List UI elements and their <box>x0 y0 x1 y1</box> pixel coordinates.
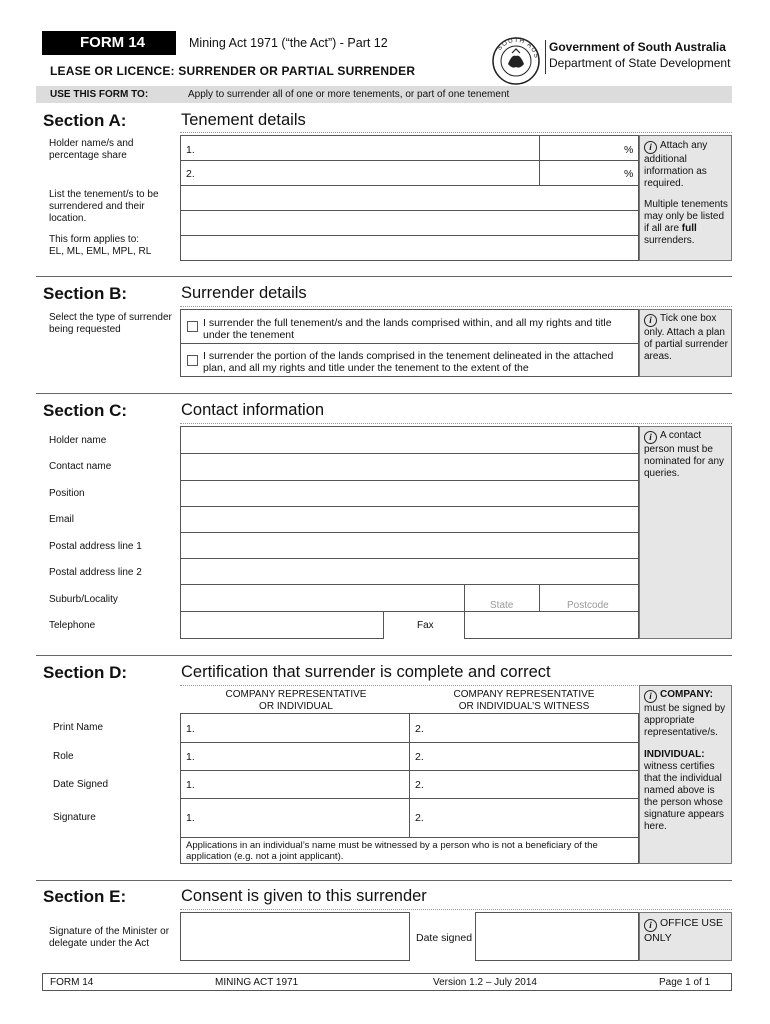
section-b-bottom-rule <box>36 393 732 394</box>
full-surrender-checkbox[interactable] <box>187 321 198 332</box>
contact-name-input[interactable] <box>180 453 639 481</box>
section-d-info-company: i COMPANY: must be signed by appropriate representative/s. <box>644 689 726 738</box>
section-e-label: Section E: <box>43 887 127 906</box>
suburb-label: Suburb/Locality <box>49 594 118 605</box>
form-number-badge: FORM 14 <box>42 31 176 55</box>
applies-to-label: This form applies to: <box>49 234 140 245</box>
date-signed-num-1: 1. <box>186 779 195 791</box>
col1-header: COMPANY REPRESENTATIVE OR INDIVIDUAL <box>225 689 367 712</box>
office-use-only: i OFFICE USE ONLY <box>644 917 724 944</box>
role-num-1: 1. <box>186 751 195 763</box>
use-form-label: USE THIS FORM TO: <box>50 89 149 100</box>
info-icon: i <box>644 141 657 154</box>
contact-name-label: Contact name <box>49 461 112 472</box>
tenement-list-field-1[interactable] <box>180 185 639 211</box>
role-num-2: 2. <box>415 751 424 763</box>
section-b-title: Surrender details <box>181 284 307 302</box>
section-e-rule <box>180 909 732 910</box>
logo-divider <box>545 40 546 74</box>
email-label: Email <box>49 514 75 525</box>
postcode-label: Postcode <box>567 600 609 611</box>
holder-row-2-pct: % <box>624 168 634 180</box>
partial-surrender-text: I surrender the portion of the lands comprised in the tenement delineated in the attached plan, and all my rights and title under the tenement to the extent of the <box>203 350 614 374</box>
section-a-rule <box>180 132 732 133</box>
info-icon: i <box>644 314 657 327</box>
fax-input[interactable] <box>464 611 639 639</box>
consent-date-label: Date signed <box>416 932 473 944</box>
info-icon: i <box>644 431 657 444</box>
section-c-bottom-rule <box>36 655 732 656</box>
section-c-title: Contact information <box>181 401 325 419</box>
holder-name-input[interactable] <box>180 426 639 454</box>
section-a-label: Section A: <box>43 111 127 130</box>
signature-input-2[interactable] <box>409 798 639 838</box>
section-c-label: Section C: <box>43 401 128 420</box>
section-d-bottom-rule <box>36 880 732 881</box>
section-a-bottom-rule <box>36 276 732 277</box>
section-a-info-1: i Attach any additional information as required. <box>644 140 708 189</box>
section-b-rule <box>180 306 732 307</box>
postal-address-2-label: Postal address line 2 <box>49 567 142 578</box>
print-name-label: Print Name <box>53 722 104 733</box>
print-name-num-2: 2. <box>415 723 424 735</box>
section-a-info-2: Multiple tenements may only be listed if all are full surrenders. <box>644 199 728 246</box>
section-b-label: Section B: <box>43 284 128 303</box>
surrender-type-label: Select the type of surrender being requested <box>49 312 172 335</box>
date-signed-label: Date Signed <box>53 779 109 790</box>
holder-row-2-number: 2. <box>186 168 195 180</box>
print-name-input-2[interactable] <box>409 713 639 743</box>
tenement-list-field-3[interactable] <box>180 235 639 261</box>
section-b-info: i Tick one box only. Attach a plan of partial surrender areas. <box>644 313 728 362</box>
role-label: Role <box>53 751 74 762</box>
holder-name-label: Holder name <box>49 435 107 446</box>
applies-to-types: EL, ML, EML, MPL, RL <box>49 246 152 257</box>
telephone-label: Telephone <box>49 620 96 631</box>
holder-name-field-1[interactable] <box>180 135 540 161</box>
act-title: Mining Act 1971 (“the Act”) - Part 12 <box>189 36 388 50</box>
role-input-2[interactable] <box>409 742 639 771</box>
footer-page: Page 1 of 1 <box>659 977 711 988</box>
telephone-input[interactable] <box>180 611 384 639</box>
holder-name-field-2[interactable] <box>180 160 540 186</box>
position-input[interactable] <box>180 480 639 507</box>
date-signed-input-1[interactable] <box>180 770 410 799</box>
section-d-info-individual: INDIVIDUAL: witness certifies that the individual named above is the person whose signature appears here. <box>644 749 725 832</box>
section-e-title: Consent is given to this surrender <box>181 887 427 905</box>
date-signed-num-2: 2. <box>415 779 424 791</box>
section-d-title: Certification that surrender is complete and correct <box>181 663 551 681</box>
section-c-rule <box>180 423 732 424</box>
holder-row-1-pct: % <box>624 144 634 156</box>
position-label: Position <box>49 488 85 499</box>
postal-address-2-input[interactable] <box>180 558 639 585</box>
section-a-title: Tenement details <box>181 111 306 129</box>
holder-share-label: Holder name/s and percentage share <box>49 138 134 161</box>
tenement-list-field-2[interactable] <box>180 210 639 236</box>
role-input-1[interactable] <box>180 742 410 771</box>
section-d-label: Section D: <box>43 663 128 682</box>
info-icon: i <box>644 690 657 703</box>
witness-note: Applications in an individual’s name must be witnessed by a person who is not a beneficiary of the application (e.g. not a joint applicant). <box>186 840 598 862</box>
footer-bar <box>42 973 732 991</box>
suburb-input[interactable] <box>180 584 465 612</box>
department-name: Department of State Development <box>549 56 731 70</box>
partial-surrender-checkbox[interactable] <box>187 355 198 366</box>
minister-signature-input[interactable] <box>180 912 410 961</box>
minister-signature-label: Signature of the Minister or delegate under the Act <box>49 926 170 949</box>
print-name-input-1[interactable] <box>180 713 410 743</box>
government-name: Government of South Australia <box>549 40 726 54</box>
tenement-list-label: List the tenement/s to be surrendered and their location. <box>49 189 159 224</box>
options-divider <box>180 343 639 344</box>
form-title: LEASE OR LICENCE: SURRENDER OR PARTIAL SURRENDER <box>50 64 416 78</box>
col2-header: COMPANY REPRESENTATIVE OR INDIVIDUAL’S WITNESS <box>453 689 595 712</box>
seal-text: SOUTH AUS <box>496 36 540 60</box>
full-surrender-text: I surrender the full tenement/s and the lands comprised within, and all my rights and title under the tenement <box>203 317 612 341</box>
info-icon: i <box>644 919 657 932</box>
footer-act: MINING ACT 1971 <box>215 977 299 988</box>
consent-date-input[interactable] <box>475 912 639 961</box>
date-signed-input-2[interactable] <box>409 770 639 799</box>
state-label: State <box>490 600 514 611</box>
postal-address-1-label: Postal address line 1 <box>49 541 142 552</box>
email-input[interactable] <box>180 506 639 533</box>
signature-label: Signature <box>53 812 96 823</box>
section-c-info: i A contact person must be nominated for any queries. <box>644 430 725 479</box>
signature-input-1[interactable] <box>180 798 410 838</box>
use-form-text: Apply to surrender all of one or more tenements, or part of one tenement <box>188 89 510 100</box>
signature-num-1: 1. <box>186 812 195 824</box>
fax-label: Fax <box>417 620 434 631</box>
signature-num-2: 2. <box>415 812 424 824</box>
print-name-num-1: 1. <box>186 723 195 735</box>
holder-row-1-number: 1. <box>186 144 195 156</box>
footer-version: Version 1.2 – July 2014 <box>433 977 537 988</box>
sa-government-seal <box>490 36 542 86</box>
postal-address-1-input[interactable] <box>180 532 639 559</box>
footer-form: FORM 14 <box>50 977 94 988</box>
